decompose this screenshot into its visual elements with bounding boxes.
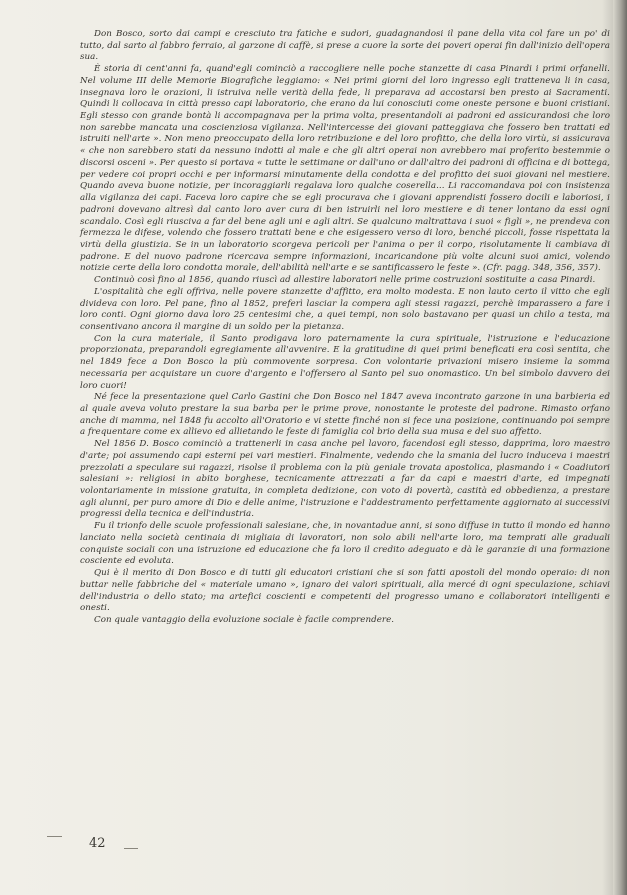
paragraph: Continuò così fino al 1856, quando riuscì ad allestire laboratori nelle prime costruzioni sostituite a casa Pinardi. [94, 275, 596, 286]
body-text [80, 29, 610, 627]
page-spine-shadow [613, 0, 627, 895]
paragraph: Nel 1856 D. Bosco cominciò a trattenerli in casa anche pel lavoro, facendosi egli stesso, dapprima, loro maestro d'arte; poi assumendo capi esterni pei vari mestieri. Finalmente, vedendo che la smania del lucro induceva i maestri prezzolati a speculare sui ragazzi, risolse il problema con la più geniale trovata apostolica, plasmando i « Coadiutori salesiani »: religiosi in abito borghese, tecnicamente attrezzati a far da capi e maestri d'arte, ed impegnati volontariamente in missione gratuita, in completa dedizione, con voto di povertà, castità ed obbedienza, a prestare agli alunni, per puro amore di Dio e delle anime, l'istruzione e l'addestramento perfettamente aggiornato ai successivi progressi della tecnica e dell'industria. [80, 439, 610, 520]
paragraph: Né fece la presentazione quel Carlo Gastini che Don Bosco nel 1847 aveva incontrato garzone in una barbieria ed al quale aveva voluto prestare la sua barba per le prime prove, nonostante le proteste del padrone. Rimasto orfano anche di mamma, nel 1848 fu accolto all'Oratorio e vi stette finché non si fece una posizione, continuando poi sempre a frequentare come ex allievo ed allietando le feste di famiglia col brio della sua musa e del suo affetto. [80, 392, 610, 438]
paragraph: Con quale vantaggio della evoluzione sociale è facile comprendere. [94, 614, 395, 625]
paragraph: Don Bosco, sorto dai campi e cresciuto tra fatiche e sudori, guadagnandosi il pane della vita col fare un po' di tutto, dal sarto al fabbro ferraio, al garzone di caffè, si prese a cuore la sorte dei poveri operai fin dall'inizio dell'opera sua. [80, 29, 610, 63]
paragraph: L'ospitalità che egli offriva, nelle povere stanzette d'affitto, era molto modesta. E non lauto certo il vitto che egli divideva con loro. Pel pane, fino al 1852, preferì lasciar la compera agli stessi ragazzi, perchè imparassero a fare i loro conti. Ogni giorno dava loro 25 centesimi che, a quei tempi, non solo bastavano per quasi un chilo a testa, ma consentivano ancora il margine di un soldo per la pietanza. [80, 286, 610, 332]
paragraph: Qui è il merito di Don Bosco e di tutti gli educatori cristiani che si son fatti apostoli del mondo operaio: di non buttar nelle fabbriche del « materiale umano », ignaro dei valori spirituali, alla mercé di ogni speculazione, schiavi dell'industria o dello stato; ma artefici coscienti e competenti del progresso umano e collaboratori intelligenti e onesti. [80, 568, 610, 614]
paragraph: È storia di cent'anni fa, quand'egli cominciò a raccogliere nelle poche stanzette di casa Pinardi i primi orfanelli. Nel volume III delle Memorie Biografiche leggiamo: « Nei primi giorni del loro ingresso egli tratteneva li in casa, insegnava loro le orazioni, li istruiva nelle verità della fede, li preparava ad accostarsi ben presto ai Sacramenti. Quindi li collocava in città presso capi laboratorio, che erano da lui conosciuti come oneste persone e buoni cristiani. Egli stesso con grande bontà li accompagnava per la prima volta, presentandoli ai padroni ed assicurandosi che loro non sarebbe mancata una coscienziosa vigilanza. Nell'intercesse dei giovani patteggiava che fossero ben trattati ed istruiti nell'arte ». Non meno preoccupato della loro retribuzione e del loro profitto, che della loro virtù, si assicurava « che non sarebbero stati da nessuno indotti al male e che gli altri operai non avrebbero mai proferito bestemmie o discorsi osceni ». Per questo si portava « tutte le settimane or dall'uno or dall'altro dei padroni di officina e di bottega, per vedere coi propri occhi e per informarsi minutamente della condotta e del profitto dei suoi giovani nel mestiere. Quando aveva buone notizie, per incoraggiarli regalava loro qualche coserella... Li raccomandava poi con insistenza alla vigilanza dei capi. Faceva loro capire che se egli procurava che i giovani apprendisti fossero docili e laboriosi, i padroni dovevano altresì dal canto loro aver cura di ben istruirli nel loro mestiere e di tener lontano da essi ogni scandalo. Così egli riusciva a far del bene agli uni e agli altri. Se qualcuno maltrattava i suoi « figli », ne prendeva con fermezza le difese, volendo che fossero trattati bene e che esigessero verso di loro, benché piccoli, fosse rispettata la virtù della giustizia. Se in un laboratorio scorgeva pericoli per l'anima o per il corpo, risolutamente li cambiava di padrone. E del nuovo padrone ricercava sempre informazioni, incaricandone più volte alcuni suoi amici, volendo notizie certe della loro condotta morale, dell'abilità nell'arte e se santificassero le feste ». (Cfr. pagg. 348, 356, 357). [80, 64, 610, 274]
footer-dash [124, 848, 138, 849]
page-number: 42 [89, 836, 106, 851]
footer-dash [47, 836, 62, 837]
paragraph: Con la cura materiale, il Santo prodigava loro paternamente la cura spirituale, l'istruzione e l'educazione proporzionata, preparandoli egregiamente all'avvenire. E la gratitudine di quei primi beneficati era così sentita, che nel 1849 fece a Don Bosco la più commovente sorpresa. Con volontarie privazioni misero insieme la somma necessaria per acquistare un cuore d'argento e l'offersero al Santo pel suo onomastico. Un bel simbolo davvero dei loro cuori! [80, 333, 610, 391]
paragraph: Fu il trionfo delle scuole professionali salesiane, che, in novantadue anni, si sono diffuse in tutto il mondo ed hanno lanciato nella società centinaia di migliaia di lavoratori, non solo abili nell'arte loro, ma temprati alle graduali conquiste sociali con una istruzione ed educazione che fa loro il credito adeguato e dà le garanzie di una formazione cosciente ed evoluta. [80, 521, 610, 567]
